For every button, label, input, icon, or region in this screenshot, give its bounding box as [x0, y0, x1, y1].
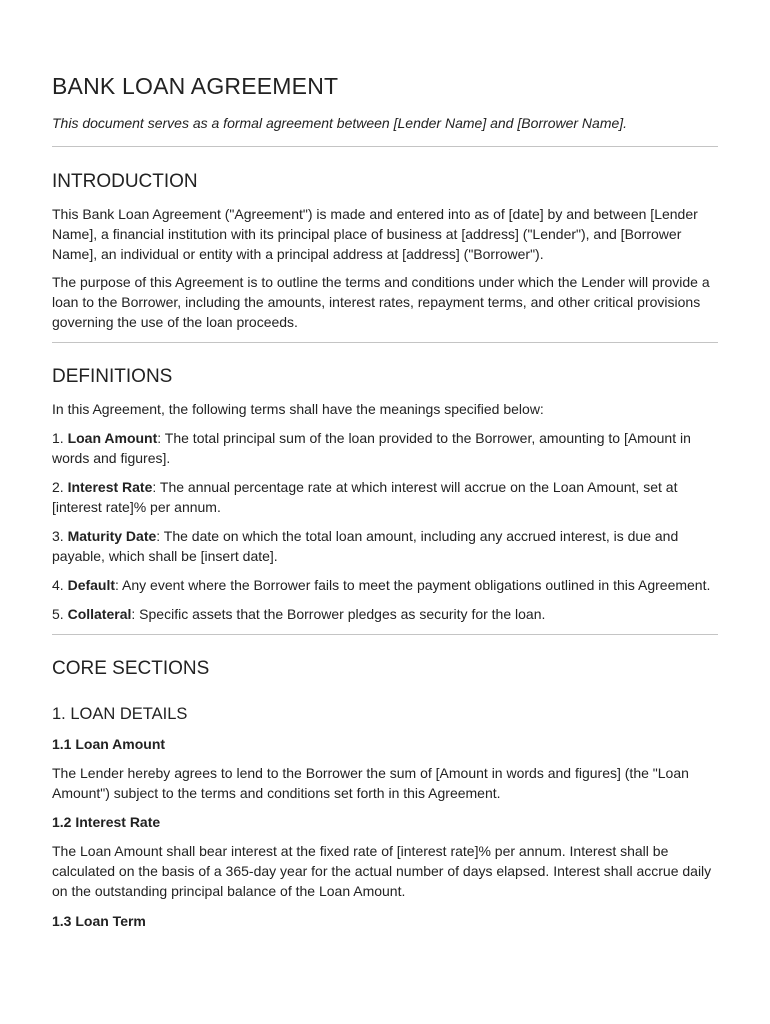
- definition-item: [52, 526, 718, 566]
- definition-text: : The annual percentage rate at which interest will accrue on the Loan Amount, set at [interest rate]% per annum.: [52, 479, 678, 515]
- definition-item: [52, 477, 718, 517]
- definition-term: Collateral: [67, 606, 132, 622]
- section-divider: [52, 634, 718, 635]
- introduction-heading: INTRODUCTION: [52, 171, 198, 192]
- loan-amount-text: The Lender hereby agrees to lend to the Borrower the sum of [Amount in words and figures] (the "Loan Amount") subject to the terms and conditions set forth in this Agreement.: [52, 765, 689, 801]
- definition-number: 2.: [52, 479, 68, 495]
- loan-details-heading: 1. LOAN DETAILS: [52, 705, 188, 723]
- definition-text: : The date on which the total loan amount, including any accrued interest, is due and payable, which shall be [insert date].: [52, 528, 679, 564]
- definition-number: 1.: [52, 430, 68, 446]
- definition-text: : Any event where the Borrower fails to meet the payment obligations outlined in this Agreement.: [115, 577, 711, 593]
- definition-number: 5.: [52, 606, 68, 622]
- core-sections-heading: CORE SECTIONS: [52, 658, 210, 679]
- document-subtitle: This document serves as a formal agreement between [Lender Name] and [Borrower Name].: [52, 115, 628, 131]
- definition-text: : The total principal sum of the loan provided to the Borrower, amounting to [Amount in words and figures].: [52, 430, 691, 466]
- definition-number: 3.: [52, 528, 68, 544]
- loan-amount-heading: 1.1 Loan Amount: [52, 736, 166, 752]
- interest-rate-heading: 1.2 Interest Rate: [52, 814, 161, 830]
- definition-item: [52, 575, 718, 595]
- section-divider: [52, 342, 718, 343]
- document-title: BANK LOAN AGREEMENT: [52, 73, 339, 99]
- definitions-intro: In this Agreement, the following terms shall have the meanings specified below:: [52, 401, 544, 417]
- definition-text: : Specific assets that the Borrower pledges as security for the loan.: [131, 606, 546, 622]
- definition-term: Maturity Date: [67, 528, 157, 544]
- definition-term: Default: [67, 577, 116, 593]
- definition-item: [52, 604, 718, 624]
- interest-rate-text: The Loan Amount shall bear interest at the fixed rate of [interest rate]% per annum. Interest shall be calculated on the basis of a 365-day year for the actual number of days elapsed. Interest shall accrue daily on the outstanding principal balance of the Loan Amount.: [52, 843, 712, 899]
- loan-term-heading: 1.3 Loan Term: [52, 913, 146, 929]
- definitions-heading: DEFINITIONS: [52, 366, 173, 387]
- definition-number: 4.: [52, 577, 68, 593]
- definition-term: Interest Rate: [67, 479, 153, 495]
- definition-term: Loan Amount: [67, 430, 158, 446]
- section-divider: [52, 146, 718, 147]
- introduction-paragraph: This Bank Loan Agreement ("Agreement") is made and entered into as of [date] by and between [Lender Name], a financial institution with its principal place of business at [address] ("Lender"), and [Borrower Name], an individual or entity with a principal address at [address] ("Borrower").: [52, 206, 698, 262]
- definition-item: [52, 428, 718, 468]
- introduction-paragraph: The purpose of this Agreement is to outline the terms and conditions under which the Lender will provide a loan to the Borrower, including the amounts, interest rates, repayment terms, and other critical provisions governing the use of the loan proceeds.: [52, 274, 710, 330]
